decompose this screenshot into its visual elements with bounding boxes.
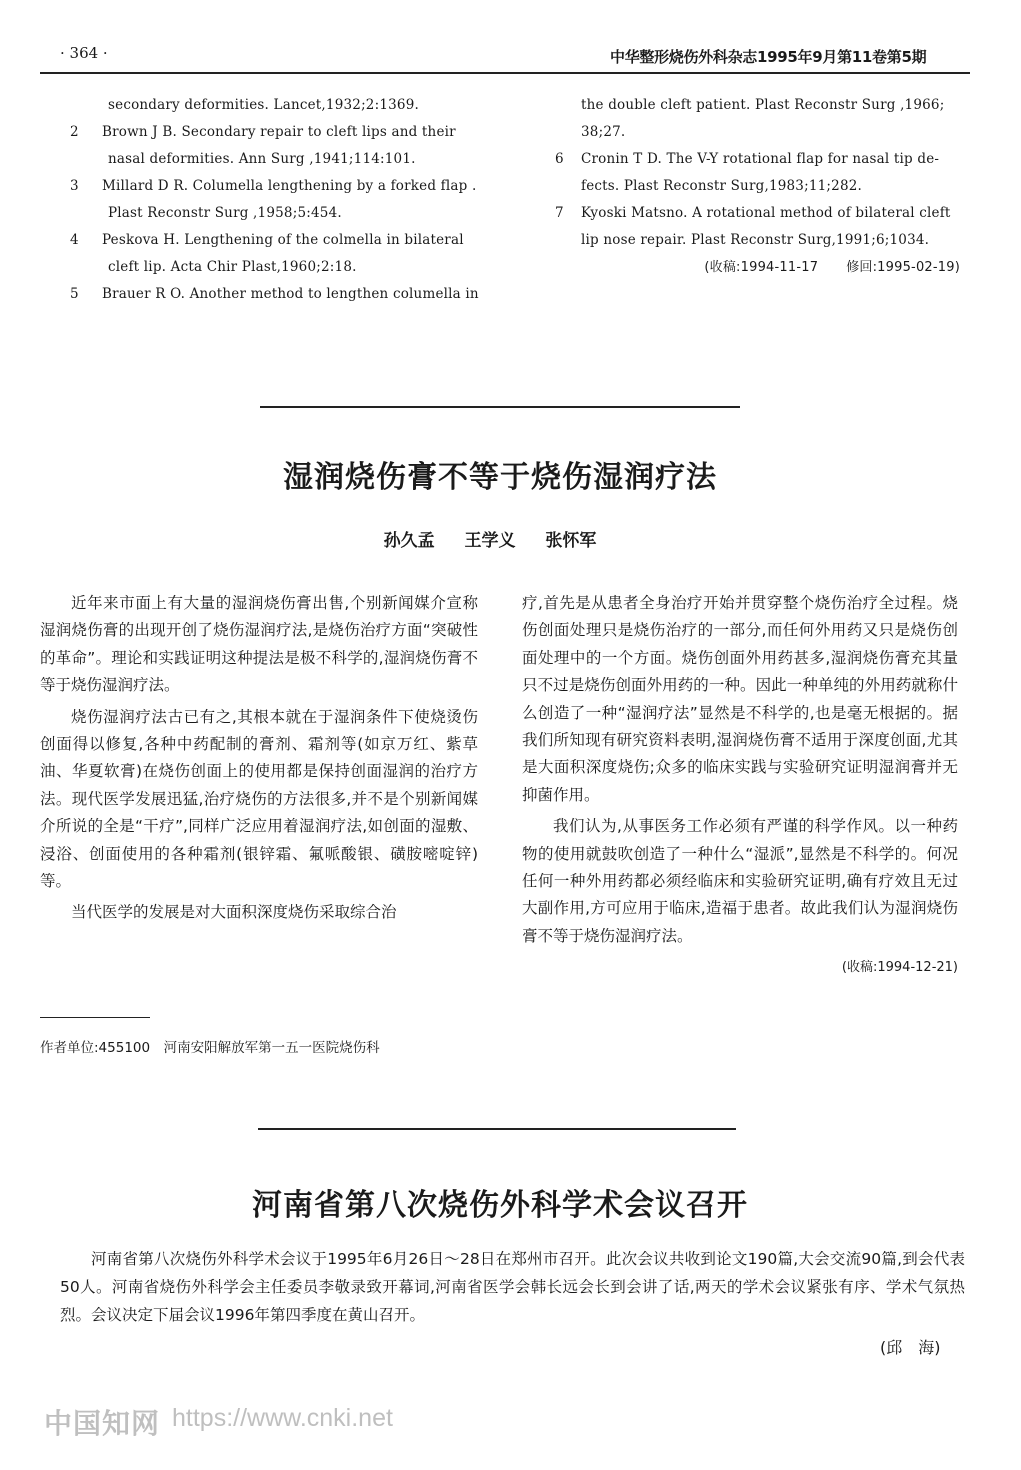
news-signature: (邱 海) [880, 1338, 941, 1357]
reference-number: 6 [555, 151, 564, 167]
paragraph: 当代医学的发展是对大面积深度烧伤采取综合治 [71, 903, 397, 922]
reference-number: 7 [555, 205, 564, 221]
reference-line: fects. Plast Reconstr Surg,1983;11;282. [581, 178, 863, 194]
reference-number: 5 [70, 286, 79, 302]
article-column-left [40, 590, 478, 931]
received-label: (收稿:1994-11-17 [704, 260, 819, 275]
reference-line: Brown J B. Secondary repair to cleft lips and their [102, 124, 456, 140]
article-authors: 孙久孟 王学义 张怀军 [383, 531, 597, 551]
reference-number: 2 [70, 124, 79, 140]
journal-header: 中华整形烧伤外科杂志1995年9月第11卷第5期 [610, 48, 927, 66]
references-left [70, 92, 490, 308]
reference-item [555, 146, 970, 173]
reference-item [70, 281, 490, 308]
paragraph: 河南省第八次烧伤外科学术会议于1995年6月26日～28日在郑州市召开。此次会议共收到论文190篇,大会交流90篇,到会代表50人。河南省烧伤外科学会主任委员李敬录致开幕词,河南省医学会韩长远会长到会讲了话,两天的学术会议紧张有序、学术气氛热烈。会议决定下届会议1996年第四季度在黄山召开。 [60, 1250, 965, 1324]
reference-line: Peskova H. Lengthening of the colmella in bilateral [102, 232, 464, 248]
received-date-1 [555, 254, 970, 281]
reference-item [70, 119, 490, 146]
reference-line: secondary deformities. Lancet,1932;2:1369. [108, 97, 419, 113]
article-column-right [522, 590, 958, 982]
reference-line: Cronin T D. The V-Y rotational flap for nasal tip de- [581, 151, 940, 167]
reference-number: 4 [70, 232, 79, 248]
reference-number: 3 [70, 178, 79, 194]
revised-label: 修回:1995-02-19) [846, 260, 960, 275]
reference-line: 38;27. [581, 124, 626, 140]
paragraph: 近年来市面上有大量的湿润烧伤膏出售,个别新闻媒介宣称湿润烧伤膏的出现开创了烧伤湿润疗法,是烧伤治疗方面“突破性的革命”。理论和实践证明这种提法是极不科学的,湿润烧伤膏不等于烧伤湿润疗法。 [40, 594, 478, 695]
cnki-watermark-logo: 中国知网 [44, 1407, 161, 1440]
author-affiliation: 作者单位:455100 河南安阳解放军第一五一医院烧伤科 [40, 1040, 380, 1056]
reference-line: lip nose repair. Plast Reconstr Surg,1991;6;1034. [581, 232, 930, 248]
page-number: · 364 · [60, 44, 108, 62]
section-divider [260, 406, 740, 408]
header-rule [40, 72, 970, 74]
paragraph: 烧伤湿润疗法古已有之,其根本就在于湿润条件下使烧烫伤创面得以修复,各种中药配制的膏剂、霜剂等(如京万红、紫草油、华夏软膏)在烧伤创面上的使用都是保持创面湿润的治疗方法。现代医学发展迅猛,治疗烧伤的方法很多,并不是个别新闻媒介所说的全是“干疗”,同样广泛应用着湿润疗法,如创面的湿敷、浸浴、创面使用的各种霜剂(银锌霜、氟哌酸银、磺胺嘧啶锌)等。 [40, 707, 478, 891]
paragraph: 我们认为,从事医务工作必须有严谨的科学作风。以一种药物的使用就鼓吹创造了一种什么“湿派”,显然是不科学的。何况任何一种外用药都必须经临床和实验研究证明,确有疗效且无过大副作用,方可应用于临床,造福于患者。故此我们认为湿润烧伤膏不等于烧伤湿润疗法。 [522, 817, 958, 945]
footnote-rule [40, 1017, 150, 1018]
reference-line: the double cleft patient. Plast Reconstr Surg ,1966; [581, 97, 945, 113]
cnki-watermark-url: https://www.cnki.net [172, 1404, 393, 1432]
reference-line: Plast Reconstr Surg ,1958;5:454. [108, 205, 342, 221]
received-date-2: (收稿:1994-12-21) [841, 960, 958, 976]
reference-item [70, 173, 490, 200]
news-body [60, 1245, 965, 1329]
reference-line: nasal deformities. Ann Surg ,1941;114:101. [108, 151, 416, 167]
article-title: 湿润烧伤膏不等于烧伤湿润疗法 [283, 460, 717, 495]
reference-line: Millard D R. Columella lengthening by a forked flap . [102, 178, 477, 194]
reference-item [555, 200, 970, 227]
paragraph: 疗,首先是从患者全身治疗开始并贯穿整个烧伤治疗全过程。烧伤创面处理只是烧伤治疗的一部分,而任何外用药又只是烧伤创面处理中的一个方面。烧伤创面外用药甚多,湿润烧伤膏充其量只不过是烧伤创面外用药的一种。因此一种单纯的外用药就称什么创造了一种“湿润疗法”显然是不科学的,也是毫无根据的。据我们所知现有研究资料表明,湿润烧伤膏不适用于深度创面,尤其是大面积深度烧伤;众多的临床实践与实验研究证明湿润膏并无抑菌作用。 [522, 594, 958, 804]
reference-item [70, 227, 490, 254]
reference-line: Kyoski Matsno. A rotational method of bilateral cleft [581, 205, 951, 221]
reference-line: cleft lip. Acta Chir Plast,1960;2:18. [108, 259, 357, 275]
reference-line: Brauer R O. Another method to lengthen columella in [102, 286, 479, 302]
news-title: 河南省第八次烧伤外科学术会议召开 [252, 1188, 748, 1223]
section-divider [258, 1128, 736, 1130]
references-right [555, 92, 970, 281]
